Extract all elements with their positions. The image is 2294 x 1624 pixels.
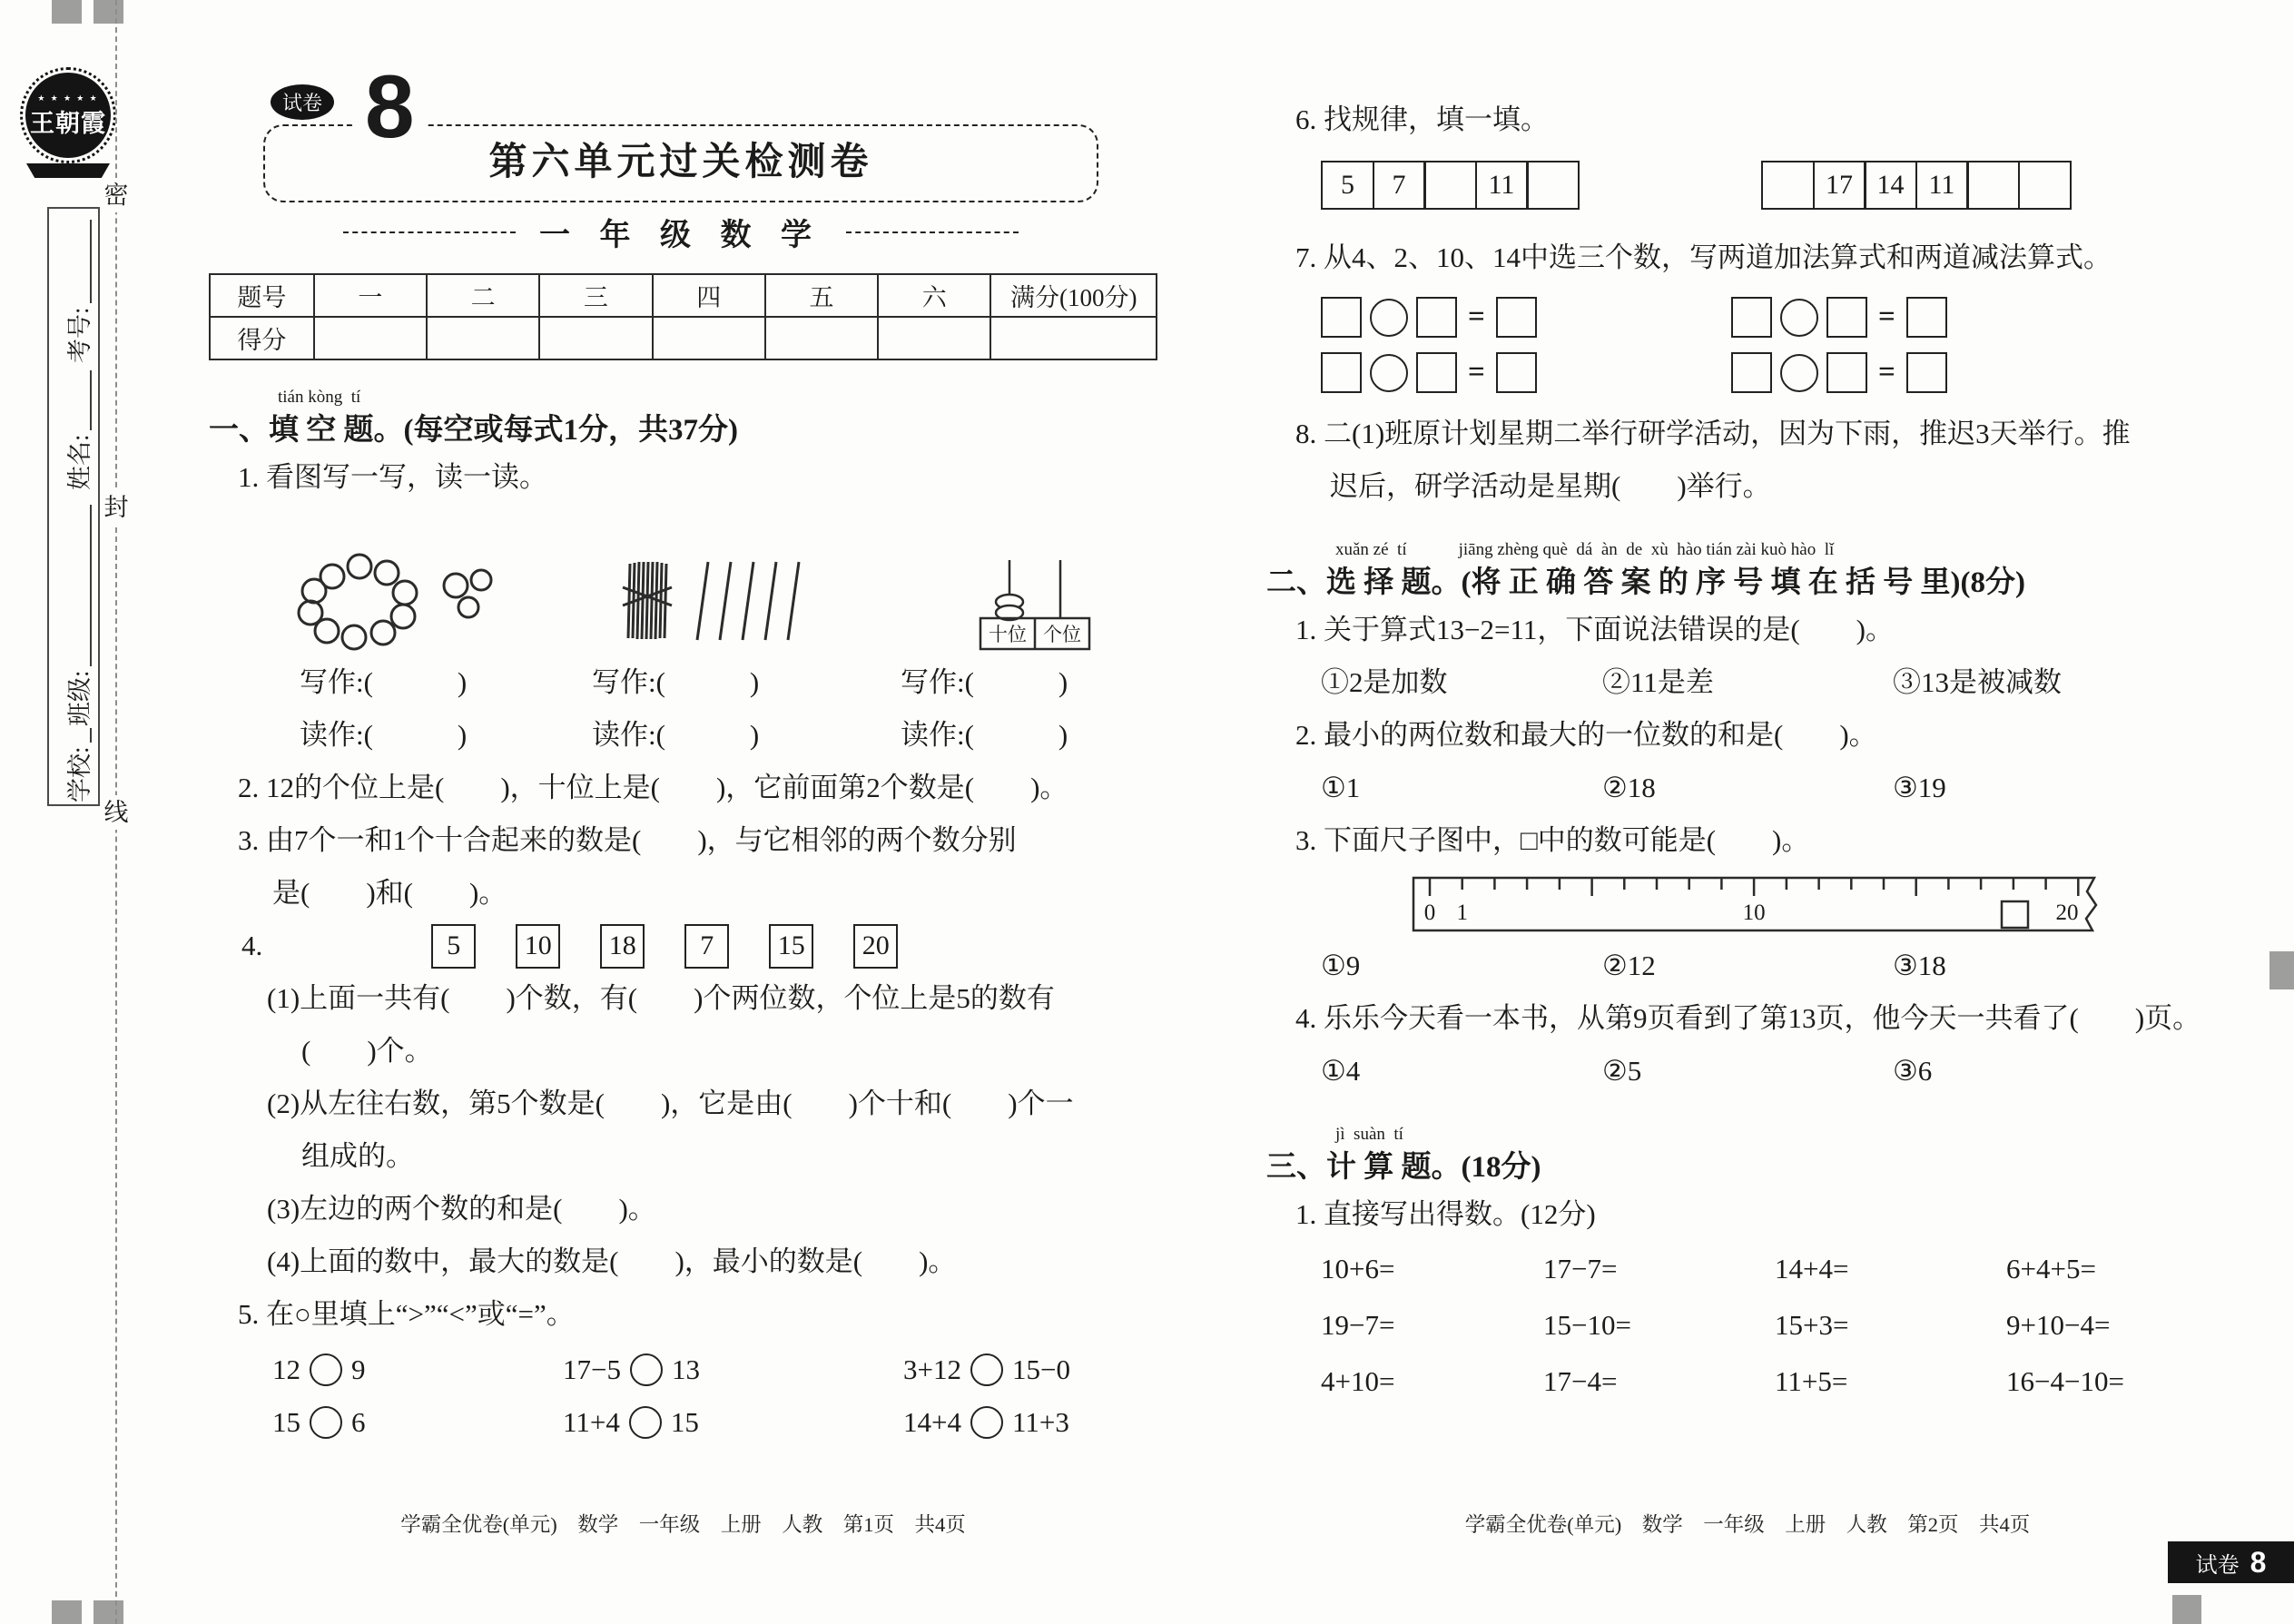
score-blank-cell (990, 317, 1157, 359)
equals-sign: = (1878, 356, 1895, 389)
equation-number-box (1321, 297, 1362, 338)
comparison-item (903, 1346, 1157, 1393)
field-blank-line (63, 220, 92, 303)
calc-item: 11+5= (1775, 1365, 1848, 1397)
equation-operator-circle (1370, 354, 1408, 392)
registration-mark (2172, 1595, 2201, 1624)
choice-q4-options (1266, 1045, 2229, 1097)
page2-footer: 学霸全优卷(单元) 数学 一年级 上册 人教 第2页 共4页 (1464, 1513, 2031, 1536)
seal-char: 线 (102, 795, 131, 830)
choice-q1-options (1266, 656, 2229, 709)
comparison-left: 3+12 (903, 1353, 961, 1385)
field-label: 班级: (65, 670, 94, 726)
sequence-cell (2018, 161, 2072, 210)
equation-template (1321, 297, 1731, 338)
comparison-row (209, 1346, 1157, 1393)
counting-circles-figure (289, 551, 507, 653)
fill-q3-text-line2: 是( )和( )。 (272, 877, 507, 909)
score-header-cell: 题号 (210, 274, 314, 317)
paper-header (209, 56, 1157, 252)
equation-number-box (1496, 297, 1537, 338)
ruler-label-10: 10 (1742, 901, 1766, 925)
score-table-header-row (210, 274, 1157, 317)
option-item: ①1 (1321, 772, 1361, 803)
score-blank-cell (653, 317, 765, 359)
choice-q3-text: 3. 下面尺子图中，□中的数可能是( )。 (1295, 824, 1810, 856)
paper-subtitle: 一 年 级 数 学 (539, 219, 822, 252)
paper-title: 第六单元过关检测卷 (488, 142, 873, 183)
ruler-label-1: 1 (1456, 901, 1468, 925)
logo-ribbon (26, 163, 110, 178)
corner-paper-badge (2168, 1541, 2294, 1583)
write-label: 写作:( ) (592, 666, 760, 698)
fill-q8-text-line1: 8. 二(1)班原计划星期二举行研学活动，因为下雨，推迟3天举行。推 (1295, 418, 2131, 449)
read-label: 读作:( ) (592, 719, 760, 751)
fill-q4-label: 4. (241, 930, 263, 961)
calc-item: 17−7= (1543, 1253, 1618, 1284)
field-blank-line (63, 505, 92, 666)
comparison-blank-circle (970, 1406, 1003, 1439)
corner-badge-number: 8 (2250, 1545, 2267, 1579)
calc-item: 15+3= (1775, 1309, 1849, 1341)
field-blank-line (63, 728, 92, 743)
sequence-group (1321, 161, 1580, 210)
option-item: ③18 (1893, 950, 1946, 981)
fill-q4-sub2-line1: (2)从左往右数，第5个数是( )，它是由( )个十和( )个一 (267, 1088, 1074, 1119)
score-header-cell: 五 (765, 274, 878, 317)
fill-q4-sub2-line2: 组成的。 (301, 1140, 414, 1172)
left-page-column (209, 56, 1157, 1446)
sequence-group (1761, 161, 2072, 210)
option-item: ①2是加数 (1321, 666, 1448, 698)
counting-sticks-figure (614, 551, 822, 653)
equation-number-box (1731, 297, 1772, 338)
section3-heading: 三、计 算 题。(18分) (1266, 1151, 1541, 1184)
fill-q5-text: 5. 在○里填上“>”“<”或“=”。 (238, 1298, 575, 1330)
option-item: ③6 (1893, 1055, 1933, 1087)
comparison-item (272, 1346, 563, 1393)
place-value-abacus-figure (975, 555, 1095, 653)
fill-q4-number-row (209, 920, 1157, 972)
choice-q2-text: 2. 最小的两位数和最大的一位数的和是( )。 (1295, 719, 1877, 751)
sequence-cell (1423, 161, 1477, 210)
section1-heading: 一、填 空 题。(每空或每式1分，共37分) (209, 414, 738, 447)
comparison-blank-circle (630, 1353, 663, 1386)
number-box: 18 (600, 924, 645, 969)
section3-pinyin: jì suàn tí (1335, 1125, 1403, 1144)
fill-q4-sub1-line1: (1)上面一共有( )个数，有( )个两位数，个位上是5的数有 (267, 982, 1055, 1014)
ruler-label-20: 20 (2055, 901, 2079, 925)
paper-number: 8 (354, 55, 426, 158)
comparison-item (563, 1399, 903, 1446)
paper-subtitle-row (263, 210, 1098, 254)
fill-q3-text-line1: 3. 由7个一和1个十合起来的数是( )，与它相邻的两个数分别 (238, 824, 1017, 856)
comparison-blank-circle (310, 1406, 342, 1439)
score-blank-cell (539, 317, 652, 359)
sequence-cell: 11 (1475, 161, 1529, 210)
write-row (209, 656, 1157, 709)
fill-q6-text: 6. 找规律，填一填。 (1295, 103, 1549, 135)
calc-item: 17−4= (1543, 1365, 1618, 1397)
equation-number-box (1416, 297, 1457, 338)
sequence-cell (1761, 161, 1815, 210)
comparison-right: 9 (351, 1353, 366, 1385)
equation-operator-circle (1370, 299, 1408, 337)
choice-q3-options (1266, 940, 2229, 992)
fill-q4-sub1-line2: ( )个。 (301, 1035, 433, 1067)
option-item: ①4 (1321, 1055, 1361, 1087)
number-box-group (431, 924, 898, 969)
option-item: ②18 (1602, 772, 1656, 803)
option-item: ①9 (1321, 950, 1361, 981)
score-row-label: 得分 (210, 317, 314, 359)
score-table (209, 273, 1157, 360)
read-label: 读作:( ) (300, 719, 468, 751)
fill-q4-sub4: (4)上面的数中，最大的数是( )，最小的数是( )。 (267, 1245, 957, 1277)
choice-q1-text: 1. 关于算式13−2=11，下面说法错误的是( )。 (1295, 614, 1894, 645)
equation-template-row (1266, 297, 2229, 338)
comparison-item (272, 1399, 563, 1446)
logo-brand-name: 王朝霞 (30, 109, 106, 137)
calc-item: 4+10= (1321, 1365, 1395, 1397)
ruler-figure-wrap (1412, 876, 2129, 932)
seal-char: 封 (102, 490, 131, 525)
equals-sign: = (1878, 300, 1895, 333)
seal-char: 密 (102, 178, 131, 212)
option-item: ③13是被减数 (1893, 666, 2062, 698)
field-label: 姓名: (65, 434, 94, 490)
sequence-cell: 7 (1373, 161, 1426, 210)
equation-template (1731, 352, 2229, 393)
comparison-right: 13 (671, 1353, 700, 1385)
score-header-cell: 一 (314, 274, 427, 317)
registration-mark (52, 0, 82, 24)
dash-decoration (846, 231, 1019, 233)
choice-q2-options (1266, 762, 2229, 814)
sequence-cell (1966, 161, 2020, 210)
comparison-left: 12 (272, 1353, 300, 1385)
score-table-score-row (210, 317, 1157, 359)
score-blank-cell (427, 317, 539, 359)
equation-number-box (1731, 352, 1772, 393)
comparison-right: 11+3 (1011, 1406, 1069, 1438)
score-header-cell: 四 (653, 274, 765, 317)
ruler-figure (1412, 876, 2129, 932)
field-school (57, 728, 97, 802)
option-item: ②12 (1602, 950, 1656, 981)
comparison-left: 11+4 (563, 1406, 620, 1438)
comparison-item (903, 1399, 1157, 1446)
field-student-name (57, 370, 97, 490)
write-label: 写作:( ) (901, 666, 1068, 698)
comparison-right: 15−0 (1011, 1353, 1070, 1385)
equation-template (1321, 352, 1731, 393)
comparison-blank-circle (970, 1353, 1003, 1386)
equation-number-box (1826, 352, 1867, 393)
score-blank-cell (878, 317, 990, 359)
section1-pinyin: tián kòng tí (278, 388, 361, 407)
sequence-cell (1526, 161, 1580, 210)
equals-sign: = (1468, 300, 1485, 333)
read-row (209, 709, 1157, 762)
equation-number-box (1826, 297, 1867, 338)
fill-q1-text: 1. 看图写一写，读一读。 (238, 461, 547, 493)
calc-sub1-text: 1. 直接写出得数。(12分) (1295, 1198, 1596, 1230)
sequence-cell: 5 (1321, 161, 1374, 210)
field-class (57, 505, 97, 726)
option-item: ③19 (1893, 772, 1946, 803)
option-item: ②11是差 (1602, 666, 1714, 698)
equation-number-box (1496, 352, 1537, 393)
abacus-ones-label: 个位 (1043, 624, 1081, 645)
sequence-cell: 14 (1864, 161, 1917, 210)
calc-item: 15−10= (1543, 1309, 1631, 1341)
write-label: 写作:( ) (300, 666, 468, 698)
score-blank-cell (765, 317, 878, 359)
equation-number-box (1321, 352, 1362, 393)
paper-badge: 试卷 (271, 84, 334, 120)
equation-number-box (1906, 297, 1947, 338)
comparison-left: 14+4 (903, 1406, 961, 1438)
number-box: 20 (853, 924, 898, 969)
fill-q4-sub3: (3)左边的两个数的和是( )。 (267, 1193, 656, 1225)
equation-number-box (1906, 352, 1947, 393)
field-exam-number (57, 220, 97, 363)
equation-template-row (1266, 352, 2229, 393)
calc-grid (1266, 1245, 2229, 1406)
equals-sign: = (1468, 356, 1485, 389)
read-label: 读作:( ) (901, 719, 1068, 751)
brand-logo-stamp (25, 73, 111, 158)
number-box: 7 (684, 924, 729, 969)
choice-q4-text: 4. 乐乐今天看一本书，从第9页看到了第13页，他今天一共看了( )页。 (1295, 1002, 2201, 1034)
registration-mark (2269, 951, 2294, 989)
number-box: 5 (431, 924, 476, 969)
option-item: ②5 (1602, 1055, 1642, 1087)
equation-operator-circle (1780, 299, 1818, 337)
fill-q7-text: 7. 从4、2、10、14中选三个数，写两道加法算式和两道减法算式。 (1295, 241, 2112, 273)
equation-operator-circle (1780, 354, 1818, 392)
section2-heading: 二、选 择 题。(将 正 确 答 案 的 序 号 填 在 括 号 里)(8分) (1266, 566, 2025, 599)
comparison-blank-circle (310, 1353, 342, 1386)
score-header-cell: 满分(100分) (990, 274, 1157, 317)
fill-q8-text-line2: 迟后，研学活动是星期( )举行。 (1330, 470, 1771, 502)
corner-badge-label: 试卷 (2195, 1553, 2240, 1578)
registration-mark (94, 0, 123, 24)
abacus-tens-label: 十位 (989, 624, 1027, 645)
q1-figures (289, 515, 1157, 653)
section2-pinyin: xuǎn zé tí jiāng zhèng què dá àn de xù hào tián zài kuò hào lǐ (1335, 540, 1835, 559)
number-box: 10 (516, 924, 560, 969)
comparison-blank-circle (629, 1406, 662, 1439)
registration-mark (94, 1600, 123, 1624)
sequence-cell: 17 (1813, 161, 1866, 210)
score-blank-cell (314, 317, 427, 359)
sequence-cell: 11 (1915, 161, 1969, 210)
field-label: 考号: (65, 307, 94, 363)
calc-item: 19−7= (1321, 1309, 1395, 1341)
calc-item: 9+10−4= (2006, 1309, 2111, 1341)
comparison-row (209, 1399, 1157, 1446)
q6-sequence-row (1321, 161, 2229, 210)
comparison-right: 15 (670, 1406, 699, 1438)
equation-number-box (1416, 352, 1457, 393)
registration-mark (52, 1600, 82, 1624)
calc-item: 6+4+5= (2006, 1253, 2096, 1284)
score-header-cell: 六 (878, 274, 990, 317)
comparison-item (563, 1346, 903, 1393)
comparison-right: 6 (351, 1406, 366, 1438)
ruler-mystery-box (2002, 901, 2028, 928)
logo-stars: ★ ★ ★ ★ ★ (37, 93, 99, 103)
dash-decoration (343, 231, 516, 233)
right-page-column (1266, 68, 2229, 1406)
page1-footer: 学霸全优卷(单元) 数学 一年级 上册 人教 第1页 共4页 (400, 1513, 966, 1536)
comparison-left: 17−5 (563, 1353, 621, 1385)
number-box: 15 (769, 924, 813, 969)
brand-logo (24, 73, 113, 178)
field-blank-line (63, 370, 92, 430)
equation-template (1731, 297, 2229, 338)
calc-item: 16−4−10= (2006, 1365, 2124, 1397)
fill-q2-text: 2. 12的个位上是( )，十位上是( )，它前面第2个数是( )。 (238, 772, 1068, 803)
comparison-left: 15 (272, 1406, 300, 1438)
ruler-label-0: 0 (1423, 901, 1436, 925)
score-header-cell: 二 (427, 274, 539, 317)
calc-item: 14+4= (1775, 1253, 1849, 1284)
field-label: 学校: (65, 746, 94, 802)
score-header-cell: 三 (539, 274, 652, 317)
calc-item: 10+6= (1321, 1253, 1395, 1284)
